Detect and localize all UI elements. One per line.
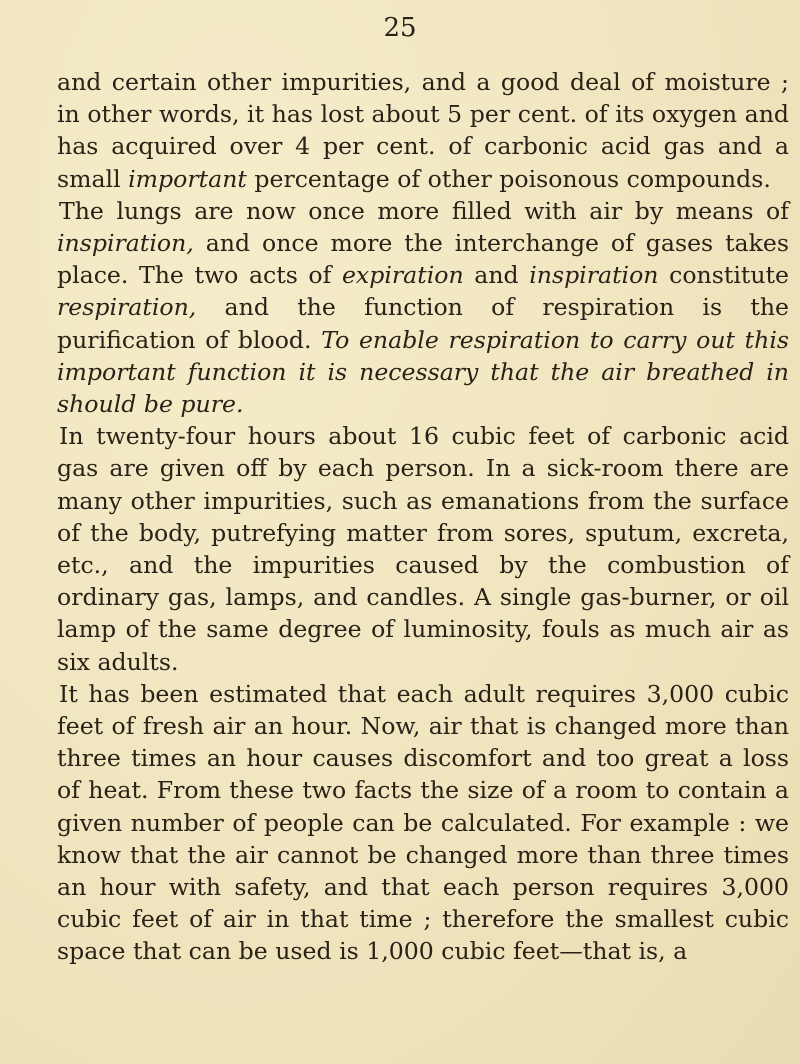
paragraph-3 <box>57 420 789 678</box>
text-run: and <box>463 261 530 290</box>
text-run: and the function of respiration is the purification of blood. <box>57 293 789 354</box>
body-text <box>57 66 789 968</box>
text-run: In twenty-four hours about 16 cubic feet of carbonic acid gas are given off by each person. In a sick-room there are many other impurities, such as emanations from the surface of the body, putrefying matter from sores, sputum, excreta, etc., and the impurities caused by the combustion of ordinary gas, lamps, and candles. A single gas-burner, or oil lamp of the same degree of luminosity, fouls as much air as six adults. <box>57 422 789 676</box>
text-run: It has been estimated that each adult requires 3,000 cubic feet of fresh air an hour. Now, air that is changed more than three times an hour causes discomfort and too great a loss of heat. From these two facts the size of a room to contain a given number of people can be calculated. For example : we know that the air cannot be changed more than three times an hour with safety, and that each person requires 3,000 cubic feet of air in that time ; therefore the smallest cubic space that can be used is 1,000 cubic feet—that is, a <box>57 679 789 966</box>
paragraph-4 <box>57 678 789 968</box>
text-run: constitute <box>658 261 789 290</box>
italic-run: To enable respiration to carry out this important function it is necessary that the air breathed in should be pure. <box>57 325 789 419</box>
text-run: percentage of other poisonous compounds. <box>246 164 771 193</box>
paragraph-2 <box>57 195 789 420</box>
italic-run: respiration, <box>57 293 197 322</box>
text-run: and once more the interchange of gases takes place. The two acts of <box>57 229 789 290</box>
page-number: 25 <box>383 13 417 43</box>
italic-run: inspiration <box>529 261 659 290</box>
text-run: and certain other impurities, and a good deal of moisture ; in other words, it has lost about 5 per cent. of its oxygen and has acquired over 4 per cent. of carbonic acid gas and a small <box>57 68 789 193</box>
italic-run: important <box>128 164 247 193</box>
italic-run: inspiration, <box>57 229 194 258</box>
italic-run: expiration <box>341 261 464 290</box>
text-run: The lungs are now once more filled with air by means of <box>59 196 789 225</box>
paragraph-1 <box>57 66 789 195</box>
